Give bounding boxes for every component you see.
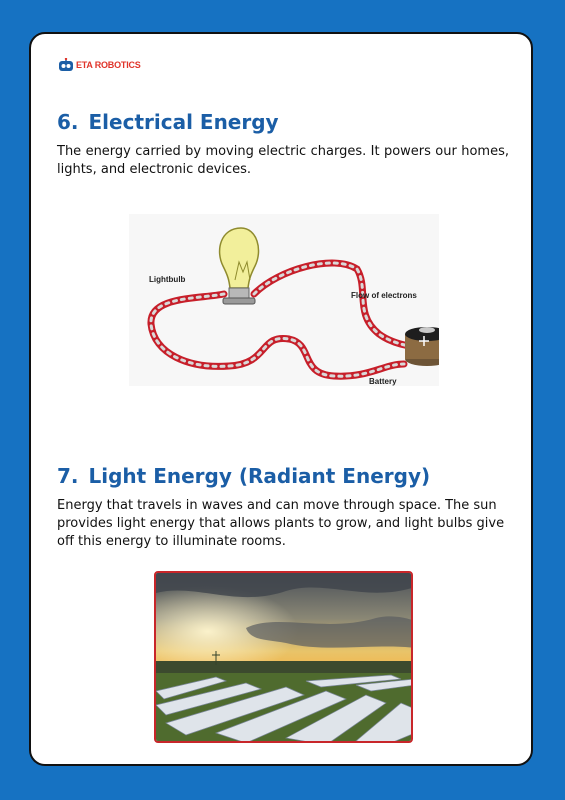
battery-label: Battery [369, 377, 397, 386]
worksheet-page [29, 32, 533, 766]
robot-icon [57, 58, 75, 72]
section-6-heading [57, 110, 279, 134]
section-7-number: 7. [57, 464, 79, 488]
section-7-heading [57, 464, 430, 488]
solar-farm-photo [154, 571, 413, 743]
lightbulb-label: Lightbulb [149, 275, 186, 284]
section-6-text: The energy carried by moving electric charges. It powers our homes, lights, and electronic devices. [57, 144, 509, 177]
section-7-title: Light Energy (Radiant Energy) [88, 464, 431, 488]
solar-farm-illustration [156, 573, 413, 743]
section-6-title: Electrical Energy [88, 110, 279, 134]
brand-logo [57, 58, 141, 72]
circuit-diagram [129, 214, 439, 386]
battery-icon [405, 327, 439, 366]
section-7-text: Energy that travels in waves and can move through space. The sun provides light energy that allows plants to grow, and light bulbs give off this energy to illuminate rooms. [57, 498, 505, 549]
flow-label: Flow of electrons [351, 291, 417, 300]
brand-name: ETA ROBOTICS [76, 60, 141, 70]
section-6-number: 6. [57, 110, 79, 134]
